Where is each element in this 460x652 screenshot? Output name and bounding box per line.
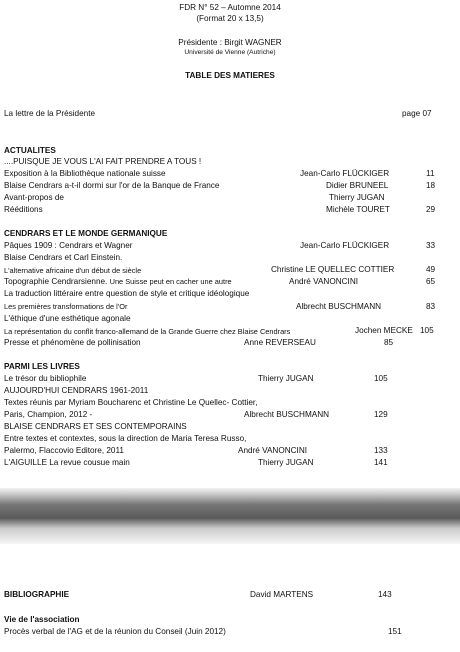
toc-entry-title: AUJOURD'HUI CENDRARS 1961-2011: [4, 386, 149, 395]
toc-entry-page: 49: [426, 265, 436, 274]
toc-entry-title: La traduction littéraire entre question de style et critique idéologique: [4, 289, 250, 298]
section-heading-association: Vie de l'association: [4, 615, 80, 624]
toc-entry-title: Pâques 1909 : Cendrars et Wagner: [4, 241, 133, 250]
toc-entry-author: Didier BRUNEEL: [326, 181, 389, 190]
toc-entry-title: Blaise Cendrars et Carl Einstein.: [4, 253, 123, 262]
toc-entry-title: Avant-propos de: [4, 193, 64, 202]
intro-page: page 07: [402, 109, 432, 118]
issue-line: FDR N° 52 – Automne 2014: [179, 3, 281, 12]
toc-entry-title: Procès verbal de l'AG et de la réunion du Conseil (Juin 2012): [4, 627, 226, 636]
section-heading-monde-germanique: CENDRARS ET LE MONDE GERMANIQUE: [4, 229, 168, 238]
format-line: (Format 20 x 13,5): [196, 14, 264, 23]
president-line: Présidente : Birgit WAGNER: [178, 38, 282, 47]
toc-entry-title: Topographie Cendrarsienne.: [4, 277, 110, 286]
toc-entry-author: Anne REVERSEAU: [244, 338, 316, 347]
section-heading-parmi-les-livres: PARMI LES LIVRES: [4, 362, 80, 371]
toc-entry-author: Christine LE QUELLEC COTTIER: [271, 265, 395, 274]
intro-title: La lettre de la Présidente: [4, 109, 96, 118]
toc-entry-author: Jean-Carlo FLÜCKIGER: [300, 169, 390, 178]
toc-entry-subtitle: Une Suisse peut en cacher une autre: [109, 277, 232, 286]
toc-entry-page: 105: [420, 326, 434, 335]
toc-entry-title: L'alternative africaine d'un début de siècle: [4, 266, 142, 275]
toc-entry-title: Entre textes et contextes, sous la direction de Maria Teresa Russo,: [4, 434, 247, 443]
section-heading-actualites: ACTUALITES: [4, 146, 56, 155]
toc-entry-page: 151: [388, 627, 402, 636]
toc-entry-page: 83: [426, 302, 436, 311]
toc-entry-page: 18: [426, 181, 436, 190]
toc-entry-author: Albrecht BUSCHMANN: [244, 410, 330, 419]
university-line: Université de Vienne (Autriche): [184, 49, 276, 56]
toc-entry-page: 29: [426, 205, 436, 214]
toc-entry-title: La représentation du conflit franco-allemand de la Grande Guerre chez Blaise Cendrars: [4, 327, 291, 336]
page-break-fade: [0, 518, 460, 544]
toc-entry-author: Michèle TOURET: [326, 205, 390, 214]
toc-entry-author: David MARTENS: [250, 590, 314, 599]
toc-entry-title: Paris, Champion, 2012 -: [4, 410, 93, 419]
toc-entry-author: André VANONCINI: [289, 277, 359, 286]
toc-entry-title: Le trésor du bibliophile: [4, 374, 87, 383]
toc-entry-title: BLAISE CENDRARS ET SES CONTEMPORAINS: [4, 422, 187, 431]
toc-entry-page: 65: [426, 277, 436, 286]
section-heading-bibliographie: BIBLIOGRAPHIE: [4, 590, 70, 599]
toc-entry-title: Blaise Cendrars a-t-il dormi sur l'or de la Banque de France: [4, 181, 220, 190]
toc-entry-page: 105: [374, 374, 388, 383]
toc-entry-title: Rééditions: [4, 205, 43, 214]
toc-entry-page: 33: [426, 241, 436, 250]
page-break-shadow: [0, 488, 460, 518]
toc-entry-page: 85: [384, 338, 394, 347]
toc-entry-title: Palermo, Flaccovio Editore, 2011: [4, 446, 124, 455]
toc-entry-author: Thierry JUGAN: [258, 374, 314, 383]
toc-title: TABLE DES MATIERES: [185, 71, 275, 80]
toc-entry-page: 11: [426, 169, 435, 178]
toc-entry-author: Albrecht BUSCHMANN: [296, 302, 382, 311]
toc-entry-page: 141: [374, 458, 388, 467]
toc-entry-author: Thierry JUGAN: [329, 193, 385, 202]
toc-entry-page: 133: [374, 446, 388, 455]
toc-entry-title: Presse et phénomène de pollinisation: [4, 338, 141, 347]
toc-entry-page: 129: [374, 410, 388, 419]
toc-entry-author: Jochen MECKE: [355, 326, 413, 335]
toc-entry-author: Thierry JUGAN: [258, 458, 314, 467]
toc-entry-title: L'éthique d'une esthétique agonale: [4, 314, 131, 323]
toc-entry-title: Exposition à la Bibliothèque nationale suisse: [4, 169, 166, 178]
toc-entry-title: Textes réunis par Myriam Boucharenc et Christine Le Quellec- Cottier,: [4, 398, 258, 407]
toc-entry-title: L'AIGUILLE La revue cousue main: [4, 458, 130, 467]
toc-entry-title: ....PUISQUE JE VOUS L'AI FAIT PRENDRE A TOUS !: [4, 157, 202, 166]
toc-entry-page: 143: [378, 590, 392, 599]
toc-entry-author: André VANONCINI: [238, 446, 308, 455]
toc-entry-author: Jean-Carlo FLÜCKIGER: [300, 241, 390, 250]
toc-entry-title: Les premières transformations de l'Or: [4, 302, 128, 311]
